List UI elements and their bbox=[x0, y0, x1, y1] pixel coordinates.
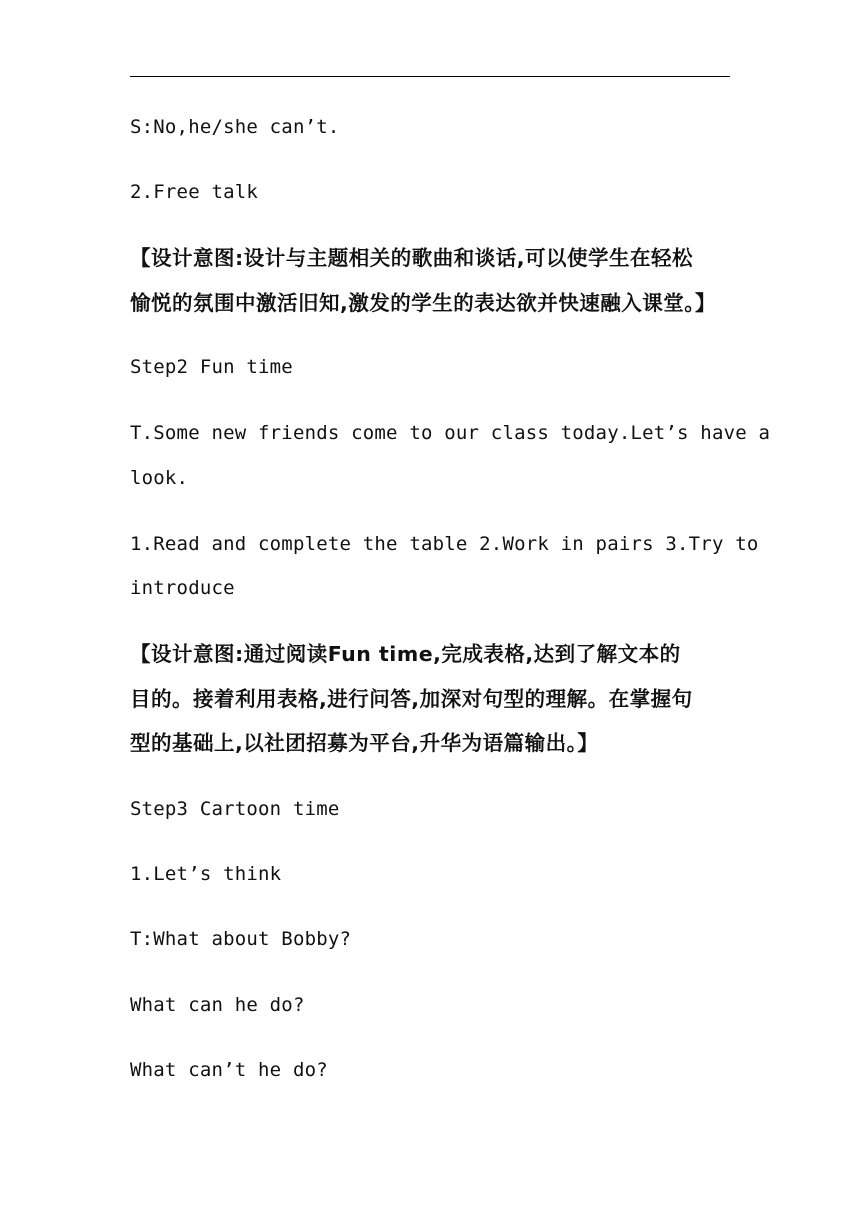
design-intent-2-line-3: 型的基础上,以社团招募为平台,升华为语篇输出。】 bbox=[130, 731, 599, 755]
lets-think-line: 1.Let’s think bbox=[130, 863, 282, 885]
step3-heading: Step3 Cartoon time bbox=[130, 798, 340, 820]
activities-line-1: 1.Read and complete the table 2.Work in pairs 3.Try to bbox=[130, 533, 759, 555]
teacher-question-bobby: T:What about Bobby? bbox=[130, 928, 352, 950]
teacher-line-2: look. bbox=[130, 467, 189, 489]
design-intent-2-line-2: 目的。接着利用表格,进行问答,加深对句型的理解。在掌握句 bbox=[130, 687, 693, 711]
question-cannot-do: What can’t he do? bbox=[130, 1059, 328, 1081]
free-talk-line: 2.Free talk bbox=[130, 181, 259, 203]
header-rule bbox=[130, 76, 730, 77]
design-intent-1-line-1: 【设计意图:设计与主题相关的歌曲和谈话,可以使学生在轻松 bbox=[130, 246, 693, 270]
design-intent-1-line-2: 愉悦的氛围中激活旧知,激发的学生的表达欲并快速融入课堂。】 bbox=[130, 291, 717, 315]
activities-line-2: introduce bbox=[130, 577, 235, 599]
step2-heading: Step2 Fun time bbox=[130, 356, 293, 378]
dialogue-line-answer: S:No,he/she can’t. bbox=[130, 116, 340, 138]
design-intent-2-line-1: 【设计意图:通过阅读Fun time,完成表格,达到了解文本的 bbox=[130, 642, 681, 666]
question-can-do: What can he do? bbox=[130, 994, 305, 1016]
teacher-line-1: T.Some new friends come to our class today.Let’s have a bbox=[130, 422, 771, 444]
